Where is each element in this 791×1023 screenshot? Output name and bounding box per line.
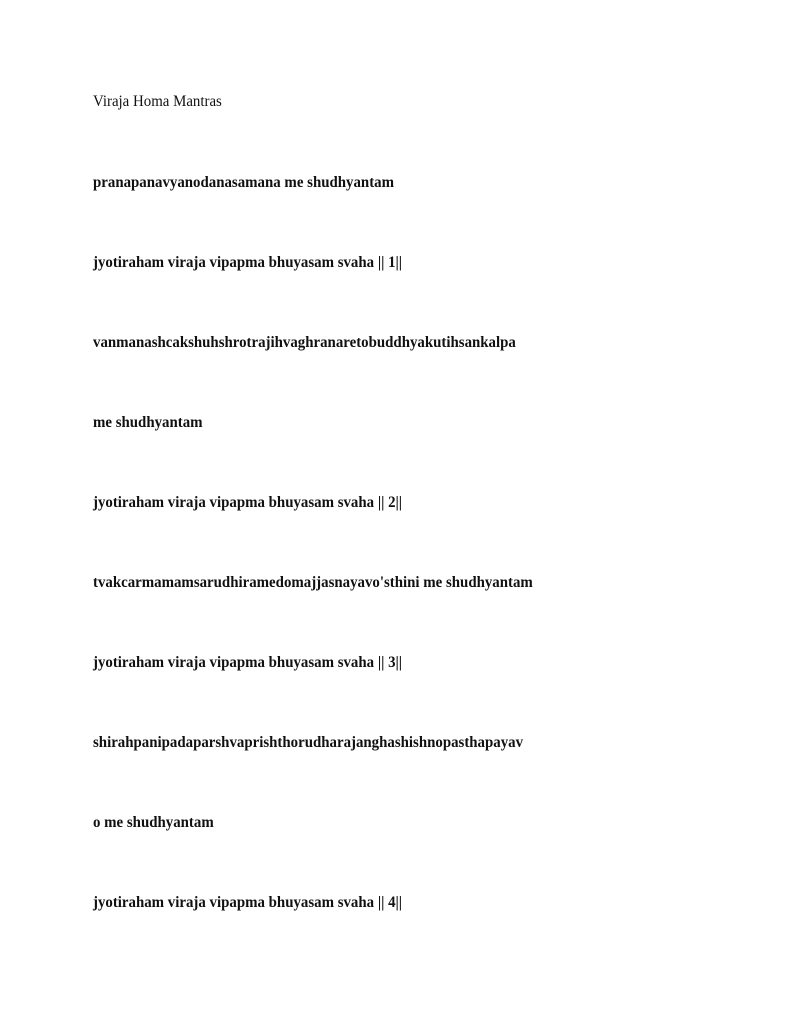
mantra-line-4: me shudhyantam	[93, 414, 203, 431]
mantra-line-8: shirahpanipadaparshvaprishthorudharajanghashishnopasthapayav	[93, 734, 524, 751]
mantra-line-5: jyotiraham viraja vipapma bhuyasam svaha || 2||	[93, 494, 403, 511]
document-title: Viraja Homa Mantras	[93, 93, 222, 110]
mantra-line-1: pranapanavyanodanasamana me shudhyantam	[93, 174, 395, 191]
mantra-line-7: jyotiraham viraja vipapma bhuyasam svaha || 3||	[93, 654, 403, 671]
mantra-line-10: jyotiraham viraja vipapma bhuyasam svaha || 4||	[93, 894, 403, 911]
mantra-line-3: vanmanashcakshuhshrotrajihvaghranaretobuddhyakutihsankalpa	[93, 334, 516, 351]
mantra-line-6: tvakcarmamamsarudhiramedomajjasnayavo'sthini me shudhyantam	[93, 574, 533, 591]
mantra-line-2: jyotiraham viraja vipapma bhuyasam svaha || 1||	[93, 254, 403, 271]
mantra-line-9: o me shudhyantam	[93, 814, 214, 831]
